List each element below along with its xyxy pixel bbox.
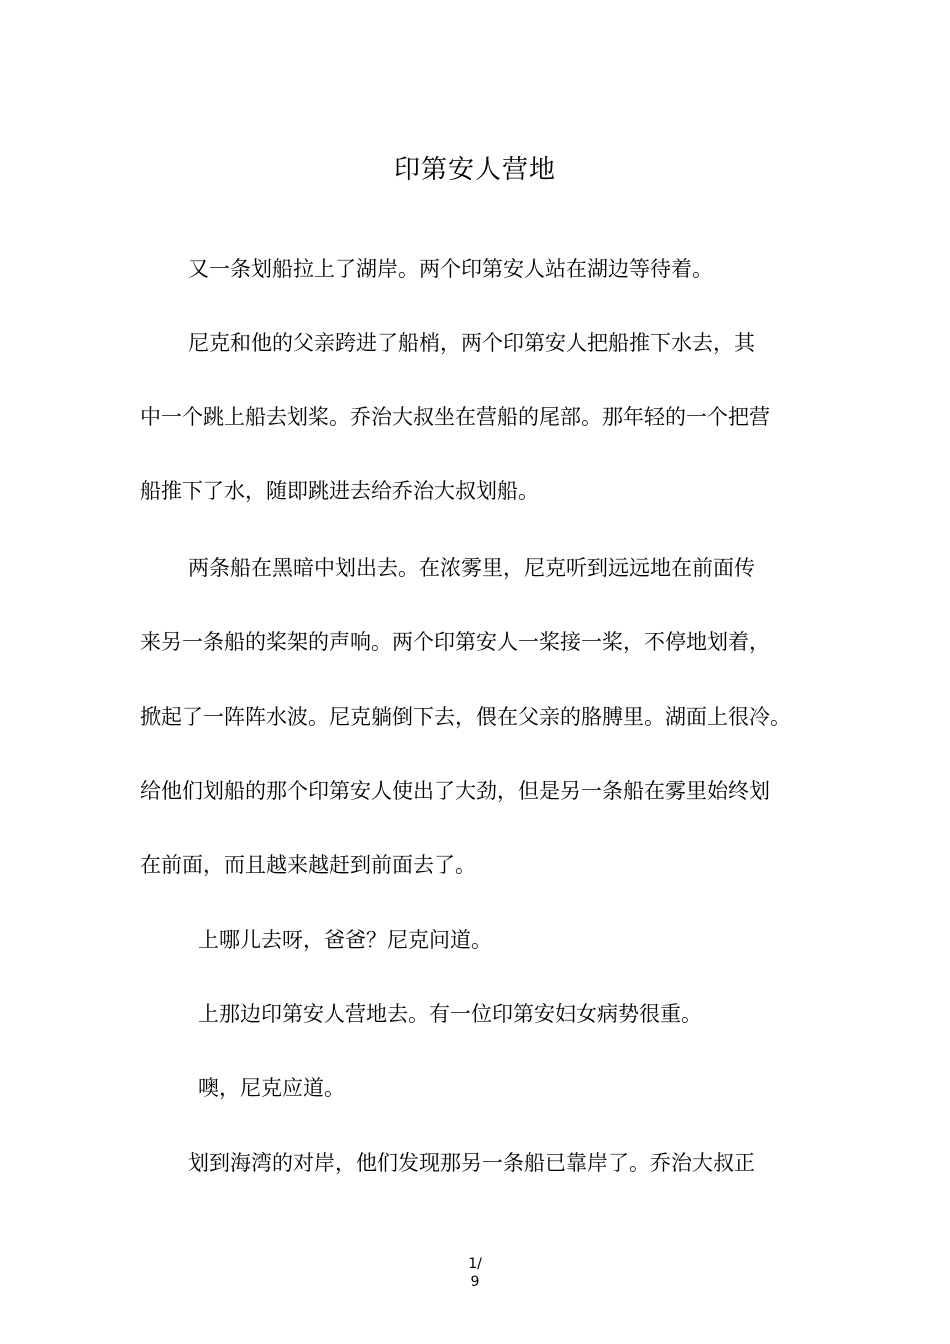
page-title: 印第安人营地 <box>393 155 556 185</box>
page-number-total: 9 <box>470 1274 480 1290</box>
text-line: 船推下了水，随即跳进去给乔治大叔划船。 <box>140 479 539 503</box>
text-line: 在前面，而且越来越赶到前面去了。 <box>140 853 476 877</box>
text-line: 上哪儿去呀，爸爸？尼克问道。 <box>198 928 492 952</box>
text-line: 又一条划船拉上了湖岸。两个印第安人站在湖边等待着。 <box>188 257 713 281</box>
text-line: 中一个跳上船去划桨。乔治大叔坐在营船的尾部。那年轻的一个把营 <box>140 405 770 429</box>
text-line: 噢，尼克应道。 <box>198 1076 345 1100</box>
page-number <box>0 1255 950 1291</box>
text-line: 两条船在黑暗中划出去。在浓雾里，尼克听到远远地在前面传 <box>188 556 755 580</box>
page-number-current: 1/ <box>468 1256 482 1272</box>
text-line: 上那边印第安人营地去。有一位印第安妇女病势很重。 <box>198 1002 702 1026</box>
text-line: 给他们划船的那个印第安人使出了大劲，但是另一条船在雾里始终划 <box>140 779 770 803</box>
text-line: 来另一条船的桨架的声响。两个印第安人一桨接一桨，不停地划着， <box>140 630 770 654</box>
text-line: 尼克和他的父亲跨进了船梢，两个印第安人把船推下水去，其 <box>188 331 755 355</box>
text-line: 掀起了一阵阵水波。尼克躺倒下去，偎在父亲的胳膊里。湖面上很冷。 <box>140 705 791 729</box>
text-line: 划到海湾的对岸，他们发现那另一条船已靠岸了。乔治大叔正 <box>188 1151 755 1175</box>
